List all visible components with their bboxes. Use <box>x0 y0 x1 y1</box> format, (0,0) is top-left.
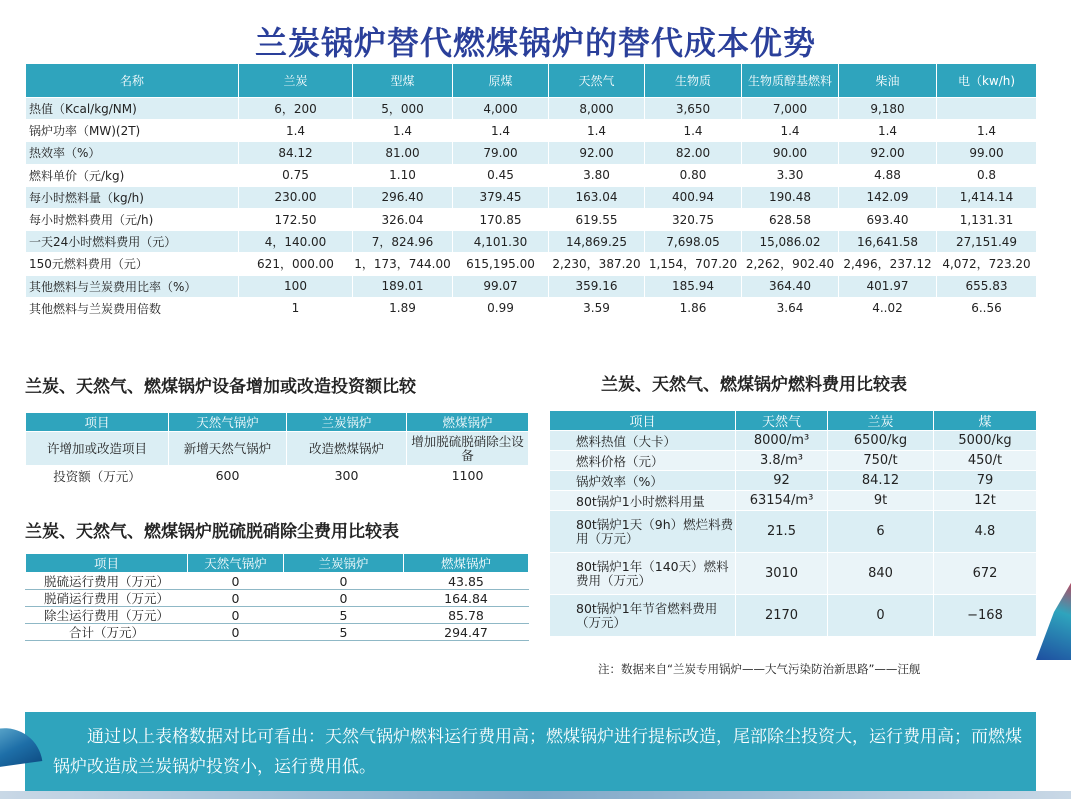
table-cell: 5，000 <box>353 98 453 120</box>
table-cell: 0 <box>188 607 284 624</box>
table-cell: 8000/m³ <box>736 431 828 451</box>
row-label: 锅炉效率（%） <box>550 471 736 491</box>
row-label: 80t锅炉1天（9h）燃烂料费用（万元） <box>550 511 736 553</box>
table-row <box>550 451 1037 471</box>
table-cell: 0.75 <box>239 164 353 186</box>
table-cell: 3.80 <box>549 164 645 186</box>
table-row <box>550 471 1037 491</box>
table-cell: 9,180 <box>839 98 937 120</box>
table-cell: 12t <box>934 491 1037 511</box>
table-cell: 185.94 <box>645 275 742 297</box>
table-row <box>26 164 1037 186</box>
table-cell: 1.86 <box>645 297 742 319</box>
table-cell: 21.5 <box>736 511 828 553</box>
table-cell: 7，824.96 <box>353 231 453 253</box>
column-header: 柴油 <box>839 64 937 98</box>
row-label: 热效率（%） <box>26 142 239 164</box>
table-cell: 0.80 <box>645 164 742 186</box>
table-cell: 81.00 <box>353 142 453 164</box>
table-cell: 15,086.02 <box>742 231 839 253</box>
column-header: 生物质 <box>645 64 742 98</box>
column-header: 型煤 <box>353 64 453 98</box>
table-cell: 170.85 <box>453 208 549 230</box>
table-cell: 4.88 <box>839 164 937 186</box>
table-cell: 0 <box>284 573 404 590</box>
column-header: 燃煤锅炉 <box>407 413 529 432</box>
table-row <box>26 142 1037 164</box>
table-cell: 增加脱硫脱硝除尘设备 <box>407 432 529 466</box>
table-cell: 79.00 <box>453 142 549 164</box>
table-cell: 750/t <box>828 451 934 471</box>
desulf-section-title: 兰炭、天然气、燃煤锅炉脱硫脱硝除尘费用比较表 <box>25 522 399 542</box>
table-cell: 1 <box>239 297 353 319</box>
table-cell: 379.45 <box>453 186 549 208</box>
column-header: 兰炭 <box>239 64 353 98</box>
table-cell: 6，200 <box>239 98 353 120</box>
table-cell: 99.00 <box>937 142 1037 164</box>
table-row <box>26 624 529 641</box>
row-label: 其他燃料与兰炭费用比率（%） <box>26 275 239 297</box>
table-cell: 84.12 <box>239 142 353 164</box>
decorative-swoosh <box>1036 540 1071 660</box>
table-cell: 1.4 <box>742 120 839 142</box>
column-header: 兰炭锅炉 <box>287 413 407 432</box>
table-cell: 450/t <box>934 451 1037 471</box>
table-cell: 99.07 <box>453 275 549 297</box>
table-row <box>26 607 529 624</box>
table-cell: 0 <box>284 590 404 607</box>
investment-comparison-table <box>25 412 529 486</box>
table-cell: 0 <box>188 590 284 607</box>
table-cell: 14,869.25 <box>549 231 645 253</box>
table-cell: 190.48 <box>742 186 839 208</box>
table-cell: 619.55 <box>549 208 645 230</box>
table-row <box>550 553 1037 595</box>
table-cell: 1.4 <box>549 120 645 142</box>
column-header: 电（kw/h) <box>937 64 1037 98</box>
table-cell: 7,698.05 <box>645 231 742 253</box>
table-cell: 1,154，707.20 <box>645 253 742 275</box>
table-cell: 164.84 <box>404 590 529 607</box>
table-row <box>26 186 1037 208</box>
table-row <box>26 573 529 590</box>
table-cell: 5 <box>284 624 404 641</box>
column-header: 项目 <box>550 411 736 431</box>
fuel-cost-table <box>549 410 1037 637</box>
table-cell: 8,000 <box>549 98 645 120</box>
table-cell: 621，000.00 <box>239 253 353 275</box>
table-row <box>550 431 1037 451</box>
table-cell: 4,000 <box>453 98 549 120</box>
table-cell: 4,072，723.20 <box>937 253 1037 275</box>
table-cell: 2170 <box>736 595 828 637</box>
table-cell: 1，173，744.00 <box>353 253 453 275</box>
table-row <box>550 595 1037 637</box>
table-cell: 230.00 <box>239 186 353 208</box>
row-label: 每小时燃料费用（元/h) <box>26 208 239 230</box>
table-row <box>26 231 1037 253</box>
table-cell: 320.75 <box>645 208 742 230</box>
row-label: 许增加或改造项目 <box>26 432 169 466</box>
table-cell: −168 <box>934 595 1037 637</box>
column-header: 项目 <box>26 554 188 573</box>
table-cell: 840 <box>828 553 934 595</box>
row-label: 其他燃料与兰炭费用倍数 <box>26 297 239 319</box>
table-cell: 16,641.58 <box>839 231 937 253</box>
table-cell: 63154/m³ <box>736 491 828 511</box>
table-cell: 3.30 <box>742 164 839 186</box>
table-cell: 1.4 <box>937 120 1037 142</box>
table-cell: 326.04 <box>353 208 453 230</box>
table-cell: 142.09 <box>839 186 937 208</box>
table-cell: 0.8 <box>937 164 1037 186</box>
table-row <box>26 253 1037 275</box>
table-cell: 2,262，902.40 <box>742 253 839 275</box>
table-cell: 4,101.30 <box>453 231 549 253</box>
table-cell: 693.40 <box>839 208 937 230</box>
table-cell: 5 <box>284 607 404 624</box>
table-cell: 300 <box>287 466 407 486</box>
column-header: 天然气锅炉 <box>169 413 287 432</box>
row-label: 80t锅炉1年（140天）燃料费用（万元） <box>550 553 736 595</box>
column-header: 生物质醇基燃料 <box>742 64 839 98</box>
table-cell: 0 <box>828 595 934 637</box>
column-header: 原煤 <box>453 64 549 98</box>
table-cell: 615,195.00 <box>453 253 549 275</box>
column-header: 项目 <box>26 413 169 432</box>
row-label: 合计（万元） <box>26 624 188 641</box>
table-row <box>26 208 1037 230</box>
table-cell: 82.00 <box>645 142 742 164</box>
table-row <box>26 466 529 486</box>
table-cell: 3,650 <box>645 98 742 120</box>
table-cell: 1.4 <box>453 120 549 142</box>
table-cell: 189.01 <box>353 275 453 297</box>
table-cell: 672 <box>934 553 1037 595</box>
column-header: 天然气 <box>736 411 828 431</box>
table-cell: 5000/kg <box>934 431 1037 451</box>
table-cell: 6..56 <box>937 297 1037 319</box>
row-label: 脱硫运行费用（万元） <box>26 573 188 590</box>
decorative-band <box>0 791 1071 799</box>
table-row <box>26 297 1037 319</box>
row-label: 80t锅炉1小时燃料用量 <box>550 491 736 511</box>
table-cell: 1,131.31 <box>937 208 1037 230</box>
table-cell: 1100 <box>407 466 529 486</box>
table-cell: 3.64 <box>742 297 839 319</box>
table-cell: 600 <box>169 466 287 486</box>
table-cell: 1.4 <box>239 120 353 142</box>
table-cell: 79 <box>934 471 1037 491</box>
table-row <box>26 98 1037 120</box>
page-title: 兰炭锅炉替代燃煤锅炉的替代成本优势 <box>254 24 816 62</box>
row-label: 80t锅炉1年节省燃料费用（万元） <box>550 595 736 637</box>
table-cell: 1,414.14 <box>937 186 1037 208</box>
table-header-row <box>26 64 1037 98</box>
table-cell: 401.97 <box>839 275 937 297</box>
source-note: 注：数据来自“兰炭专用锅炉——大气污染防治新思路”——汪舰 <box>598 662 921 676</box>
table-cell: 新增天然气锅炉 <box>169 432 287 466</box>
table-row <box>26 432 529 466</box>
table-cell: 163.04 <box>549 186 645 208</box>
column-header: 兰炭锅炉 <box>284 554 404 573</box>
table-row <box>550 511 1037 553</box>
table-cell: 43.85 <box>404 573 529 590</box>
table-cell: 0.99 <box>453 297 549 319</box>
table-cell: 655.83 <box>937 275 1037 297</box>
column-header: 名称 <box>26 64 239 98</box>
table-cell: 364.40 <box>742 275 839 297</box>
table-cell: 0.45 <box>453 164 549 186</box>
table-cell: 100 <box>239 275 353 297</box>
table-cell: 92 <box>736 471 828 491</box>
table-cell: 9t <box>828 491 934 511</box>
table-cell: 400.94 <box>645 186 742 208</box>
table-cell: 改造燃煤锅炉 <box>287 432 407 466</box>
table-cell: 1.10 <box>353 164 453 186</box>
table-cell: 2,230，387.20 <box>549 253 645 275</box>
table-cell: 6 <box>828 511 934 553</box>
column-header: 天然气 <box>549 64 645 98</box>
table-cell: 92.00 <box>839 142 937 164</box>
summary-text: 通过以上表格数据对比可看出：天然气锅炉燃料运行费用高；燃煤锅炉进行提标改造，尾部除尘投资大，运行费用高；而燃煤锅炉改造成兰炭锅炉投资小，运行费用低。 <box>25 712 1036 791</box>
column-header: 兰炭 <box>828 411 934 431</box>
table-cell: 27,151.49 <box>937 231 1037 253</box>
table-cell: 296.40 <box>353 186 453 208</box>
table-row <box>550 491 1037 511</box>
row-label: 脱硝运行费用（万元） <box>26 590 188 607</box>
row-label: 一天24小时燃料费用（元） <box>26 231 239 253</box>
table-header-row <box>26 413 529 432</box>
table-cell: 1.4 <box>839 120 937 142</box>
table-header-row <box>550 411 1037 431</box>
row-label: 热值（Kcal/kg/NM) <box>26 98 239 120</box>
table-cell: 1.4 <box>645 120 742 142</box>
table-cell: 172.50 <box>239 208 353 230</box>
table-cell: 6500/kg <box>828 431 934 451</box>
invest-section-title: 兰炭、天然气、燃煤锅炉设备增加或改造投资额比较 <box>25 377 416 397</box>
table-cell: 7,000 <box>742 98 839 120</box>
table-cell: 2,496，237.12 <box>839 253 937 275</box>
row-label: 150元燃料费用（元） <box>26 253 239 275</box>
table-cell: 359.16 <box>549 275 645 297</box>
row-label: 每小时燃料量（kg/h) <box>26 186 239 208</box>
table-cell: 4..02 <box>839 297 937 319</box>
table-row <box>26 275 1037 297</box>
table-cell: 294.47 <box>404 624 529 641</box>
row-label: 锅炉功率（MW)(2T) <box>26 120 239 142</box>
column-header: 煤 <box>934 411 1037 431</box>
row-label: 燃料热值（大卡） <box>550 431 736 451</box>
fuel-section-title: 兰炭、天然气、燃煤锅炉燃料费用比较表 <box>601 375 907 395</box>
table-header-row <box>26 554 529 573</box>
table-cell: 628.58 <box>742 208 839 230</box>
table-cell: 3.59 <box>549 297 645 319</box>
table-row <box>26 590 529 607</box>
column-header: 天然气锅炉 <box>188 554 284 573</box>
table-cell: 85.78 <box>404 607 529 624</box>
table-cell: 1.89 <box>353 297 453 319</box>
table-cell <box>937 98 1037 120</box>
row-label: 除尘运行费用（万元） <box>26 607 188 624</box>
row-label: 燃料单价（元/kg) <box>26 164 239 186</box>
table-cell: 0 <box>188 573 284 590</box>
table-row <box>26 120 1037 142</box>
table-cell: 4，140.00 <box>239 231 353 253</box>
row-label: 投资额（万元） <box>26 466 169 486</box>
table-cell: 90.00 <box>742 142 839 164</box>
table-cell: 0 <box>188 624 284 641</box>
column-header: 燃煤锅炉 <box>404 554 529 573</box>
table-cell: 92.00 <box>549 142 645 164</box>
fuel-cost-comparison-table <box>25 63 1037 320</box>
table-cell: 4.8 <box>934 511 1037 553</box>
table-cell: 3010 <box>736 553 828 595</box>
desulfurization-cost-table <box>25 553 529 641</box>
table-cell: 84.12 <box>828 471 934 491</box>
row-label: 燃料价格（元） <box>550 451 736 471</box>
table-cell: 1.4 <box>353 120 453 142</box>
table-cell: 3.8/m³ <box>736 451 828 471</box>
